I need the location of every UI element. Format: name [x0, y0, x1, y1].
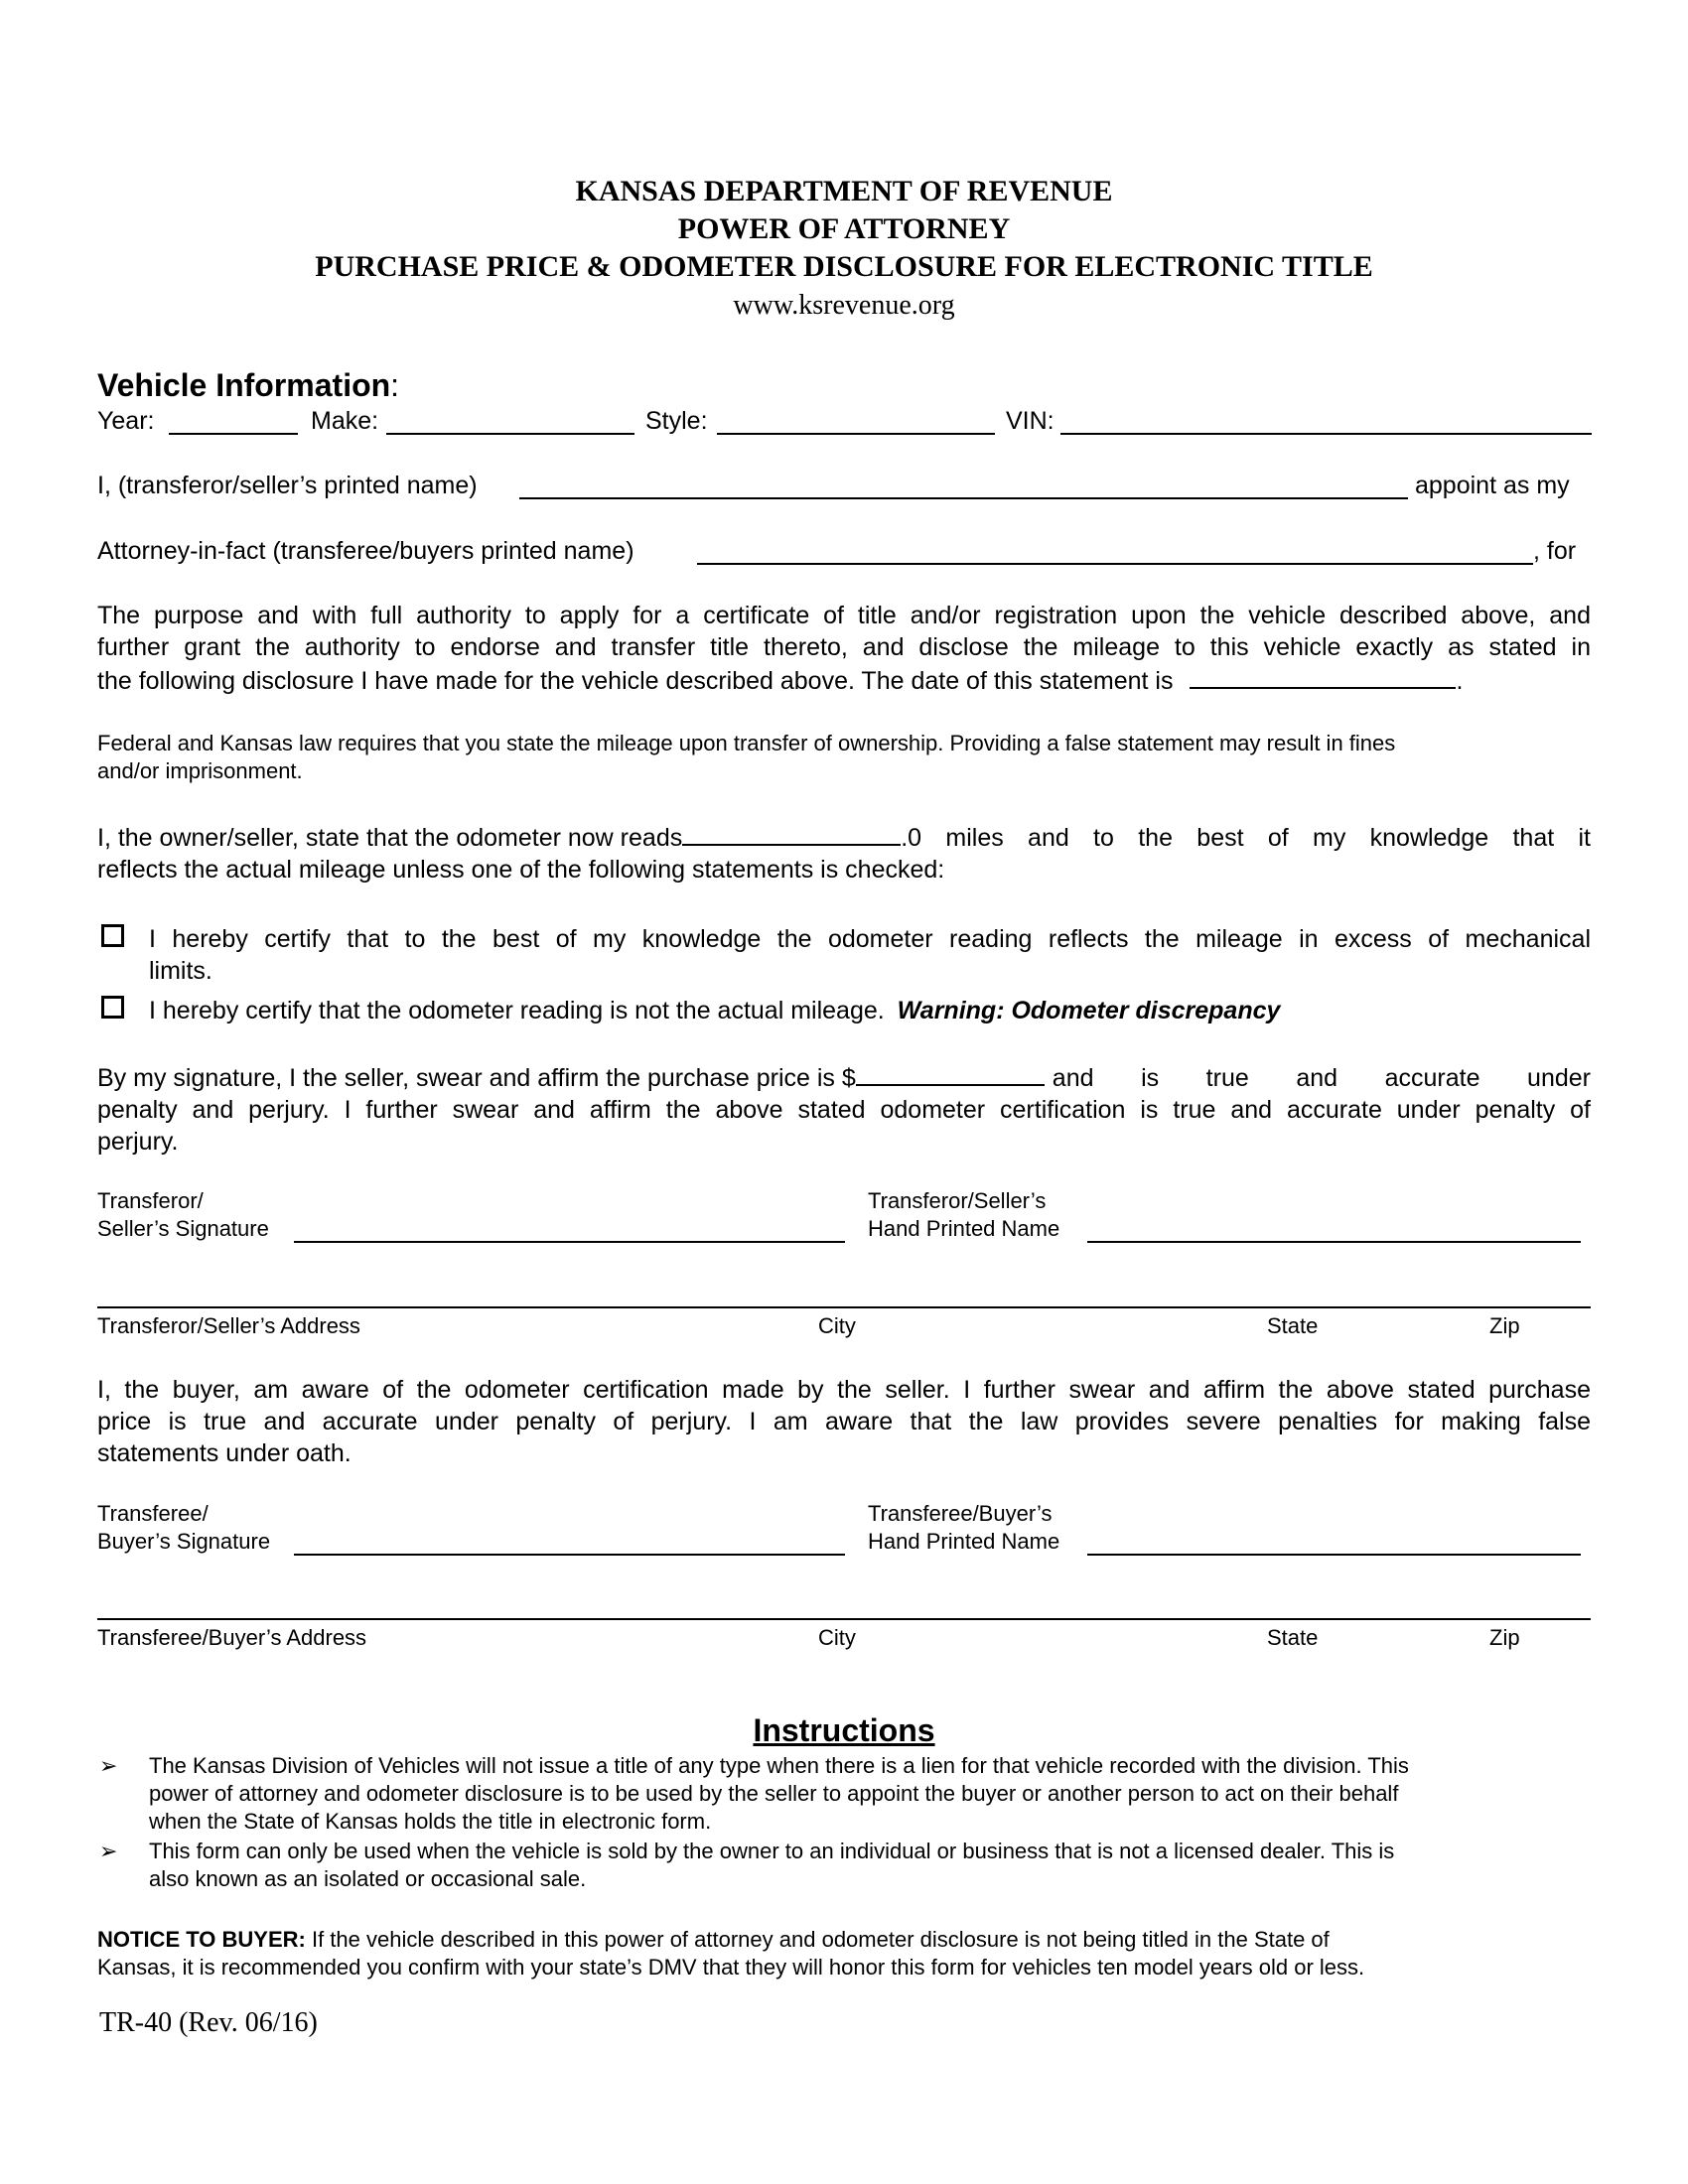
appoint-text: appoint as my: [1415, 472, 1570, 499]
odometer-line-2: reflects the actual mileage unless one of the following statements is checked:: [97, 856, 945, 884]
odometer-prefix: I, the owner/seller, state that the odometer now reads: [97, 824, 683, 852]
seller-signature-label-2: Seller’s Signature: [97, 1216, 269, 1241]
purpose-paragraph: [97, 600, 1591, 697]
purchase-price-field[interactable]: [856, 1060, 1045, 1086]
make-label: Make:: [311, 407, 379, 435]
bullet-icon: ➢: [99, 1839, 118, 1863]
buyer-printed-name-label: [868, 1500, 1059, 1556]
purpose-line-1: The purpose and with full authority to apply for a certificate of title and/or registration upon the vehicle described above, and: [97, 602, 1591, 629]
discrepancy-text: I hereby certify that the odometer reading is not the actual mileage.: [149, 997, 885, 1024]
vehicle-info-heading-text: Vehicle Information: [97, 367, 391, 403]
website-link[interactable]: www.ksrevenue.org: [733, 290, 955, 321]
vin-field[interactable]: [1060, 433, 1592, 435]
seller-state-label: State: [1267, 1313, 1319, 1338]
seller-signature-label-1: Transferor/: [97, 1188, 204, 1213]
make-field[interactable]: [386, 433, 634, 435]
federal-notice-line-2: and/or imprisonment.: [97, 758, 303, 783]
notice-line-2: Kansas, it is recommended you confirm with your state’s DMV that they will honor this form for vehicles ten model years old or less.: [97, 1955, 1365, 1979]
price-line-2: penalty and perjury. I further swear and affirm the above stated odometer certification is true and accurate under penalty of: [97, 1096, 1591, 1124]
buyer-address-field[interactable]: [97, 1618, 1591, 1620]
seller-printed-name-field[interactable]: [1087, 1241, 1581, 1243]
purpose-line-3: [97, 663, 1591, 697]
buyer-signature-field[interactable]: [294, 1554, 845, 1556]
instruction-1-line-1: The Kansas Division of Vehicles will not issue a title of any type when there is a lien for that vehicle recorded with the division. This: [149, 1753, 1409, 1778]
attorney-name-field[interactable]: [697, 563, 1533, 565]
mechanical-line-1: I hereby certify that to the best of my knowledge the odometer reading reflects the mileage in excess of mechanical: [149, 925, 1591, 953]
buyer-signature-label-2: Buyer’s Signature: [97, 1529, 271, 1554]
seller-signature-field[interactable]: [294, 1241, 845, 1243]
odometer-discrepancy-statement: [149, 995, 1280, 1026]
federal-notice-line-1: Federal and Kansas law requires that you state the mileage upon transfer of ownership. Providing a false statement may result in fines: [97, 731, 1396, 755]
federal-notice: [97, 730, 1597, 785]
odometer-discrepancy-checkbox[interactable]: [101, 996, 124, 1019]
notice-line-1-text: If the vehicle described in this power of attorney and odometer disclosure is not being titled in the State of: [311, 1927, 1330, 1952]
price-suffix: and is true and accurate under: [1052, 1064, 1591, 1092]
buyer-zip-label: Zip: [1489, 1625, 1520, 1650]
buyer-signature-label-1: Transferee/: [97, 1501, 209, 1526]
odometer-reading-field[interactable]: [682, 820, 901, 846]
buyer-statement: [97, 1374, 1591, 1469]
seller-address-label: Transferor/Seller’s Address: [97, 1313, 360, 1338]
style-field[interactable]: [717, 433, 995, 435]
instruction-item-2: [149, 1838, 1589, 1893]
attorney-name-label: Attorney-in-fact (transferee/buyers printed name): [97, 537, 634, 565]
seller-name-label: I, (transferor/seller’s printed name): [97, 472, 478, 499]
seller-printed-name-label-2: Hand Printed Name: [868, 1216, 1060, 1241]
seller-signature-label: [97, 1187, 269, 1243]
buyer-printed-name-label-1: Transferee/Buyer’s: [868, 1501, 1053, 1526]
notice-to-buyer: [97, 1926, 1597, 1981]
purpose-line-3-text: the following disclosure I have made for the vehicle described above. The date of this statement is: [97, 667, 1174, 695]
buyer-address-label: Transferee/Buyer’s Address: [97, 1625, 367, 1650]
mechanical-line-2: limits.: [149, 957, 212, 985]
instruction-2-line-2: also known as an isolated or occasional sale.: [149, 1866, 587, 1891]
buyer-statement-line-1: I, the buyer, am aware of the odometer certification made by the seller. I further swear and affirm the above stated purchase: [97, 1376, 1591, 1404]
vin-label: VIN:: [1006, 407, 1055, 435]
mechanical-limits-statement: [149, 923, 1591, 987]
seller-name-field[interactable]: [519, 497, 1408, 499]
purpose-line-2: further grant the authority to endorse and transfer title thereto, and disclose the mileage to this vehicle exactly as stated in: [97, 633, 1591, 661]
form-subtitle: PURCHASE PRICE & ODOMETER DISCLOSURE FOR ELECTRONIC TITLE: [315, 250, 1373, 283]
odometer-suffix: .0 miles and to the best of my knowledge that it: [901, 824, 1591, 852]
instruction-1-line-3: when the State of Kansas holds the title in electronic form.: [149, 1809, 712, 1834]
notice-label: NOTICE TO BUYER:: [97, 1927, 306, 1952]
buyer-signature-label: [97, 1500, 270, 1556]
vehicle-info-heading: [97, 365, 399, 405]
seller-zip-label: Zip: [1489, 1313, 1520, 1338]
agency-title: KANSAS DEPARTMENT OF REVENUE: [575, 175, 1113, 207]
odometer-statement: [97, 820, 1591, 886]
price-line-1: [97, 1060, 1591, 1094]
year-field[interactable]: [169, 433, 298, 435]
seller-address-field[interactable]: [97, 1306, 1591, 1308]
price-prefix: By my signature, I the seller, swear and affirm the purchase price is $: [97, 1064, 856, 1092]
price-line-3: perjury.: [97, 1128, 179, 1156]
bullet-icon: ➢: [99, 1753, 118, 1778]
discrepancy-warning: Warning: Odometer discrepancy: [897, 997, 1281, 1024]
mechanical-limits-checkbox[interactable]: [101, 924, 124, 947]
buyer-printed-name-field[interactable]: [1087, 1554, 1581, 1556]
vehicle-info-heading-colon: :: [390, 367, 400, 403]
buyer-state-label: State: [1267, 1625, 1319, 1650]
purchase-price-statement: [97, 1060, 1591, 1158]
buyer-statement-line-3: statements under oath.: [97, 1439, 352, 1467]
buyer-city-label: City: [818, 1625, 856, 1650]
instruction-item-1: [149, 1752, 1589, 1836]
statement-date-field[interactable]: [1190, 663, 1456, 689]
instruction-1-line-2: power of attorney and odometer disclosure is to be used by the seller to appoint the buyer or another person to act on their behalf: [149, 1781, 1399, 1806]
seller-printed-name-label-1: Transferor/Seller’s: [868, 1188, 1047, 1213]
buyer-printed-name-label-2: Hand Printed Name: [868, 1529, 1060, 1554]
for-text: , for: [1533, 537, 1577, 565]
notice-line-1: [97, 1926, 1597, 1954]
instructions-heading: Instructions: [753, 1712, 935, 1748]
year-label: Year:: [97, 407, 155, 435]
seller-printed-name-label: [868, 1187, 1059, 1243]
purpose-period: .: [1456, 667, 1464, 695]
instruction-2-line-1: This form can only be used when the vehicle is sold by the owner to an individual or business that is not a licensed dealer. This is: [149, 1839, 1395, 1863]
seller-city-label: City: [818, 1313, 856, 1338]
form-number: TR-40 (Rev. 06/16): [99, 2007, 318, 2038]
form-title: POWER OF ATTORNEY: [677, 212, 1011, 245]
style-label: Style:: [645, 407, 708, 435]
odometer-line-1: [97, 820, 1591, 854]
buyer-statement-line-2: price is true and accurate under penalty of perjury. I am aware that the law provides severe penalties for making false: [97, 1408, 1591, 1435]
